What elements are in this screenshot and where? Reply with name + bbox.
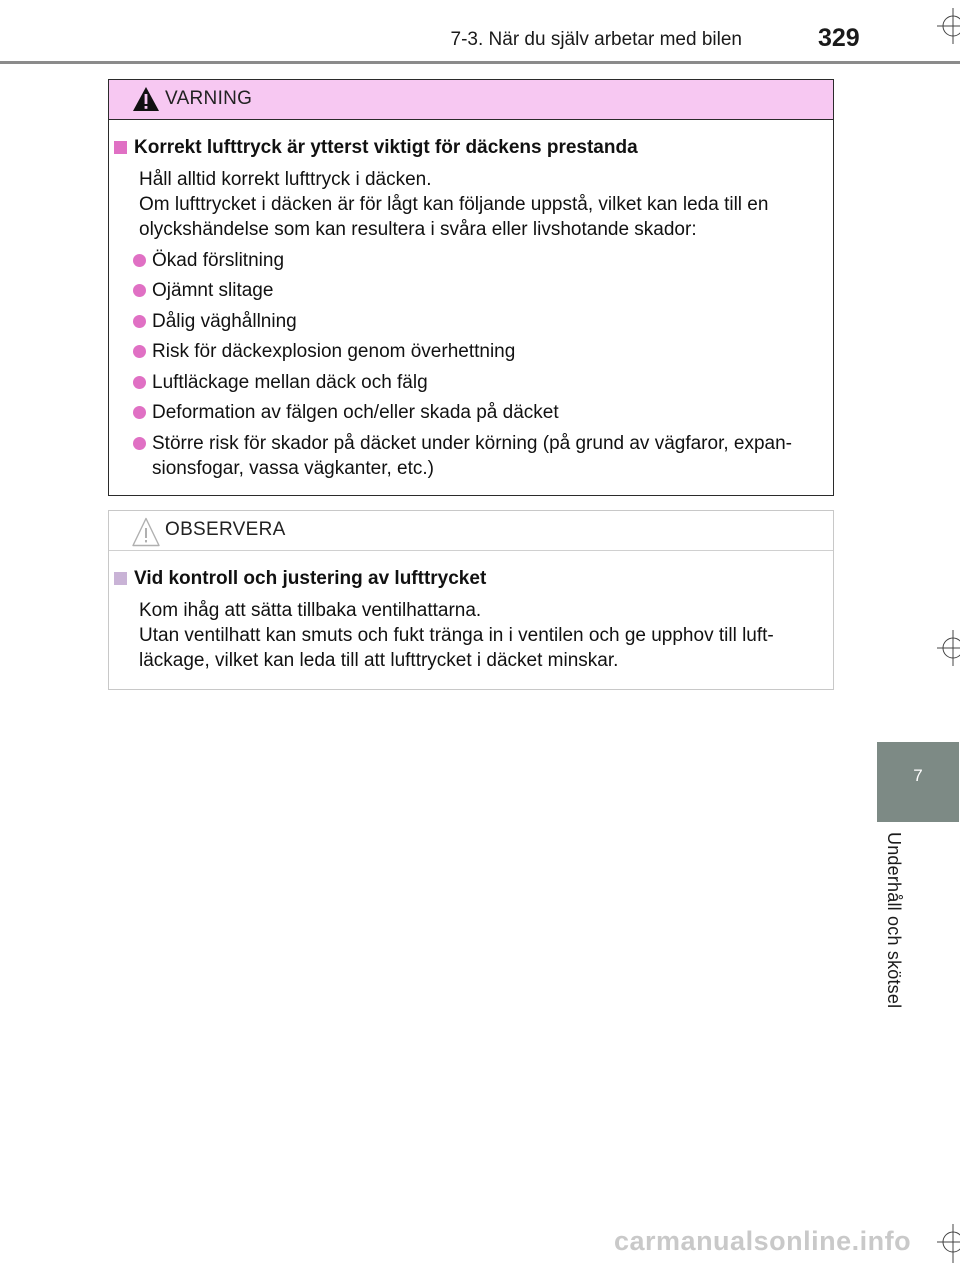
section-title: 7-3. När du själv arbetar med bilen (450, 29, 742, 50)
notice-box (108, 510, 834, 690)
notice-paragraphs (139, 598, 825, 673)
list-item-text: Dålig väghållning (152, 310, 297, 332)
notice-header (109, 511, 833, 551)
bullet-dot-icon (133, 406, 146, 419)
warning-paragraph: Håll alltid korrekt lufttryck i däcken. (139, 169, 432, 190)
square-bullet-icon (114, 572, 127, 585)
chapter-tab (877, 742, 959, 822)
bullet-dot-icon (133, 254, 146, 267)
warning-label: VARNING (165, 88, 253, 109)
warning-heading (114, 136, 825, 160)
list-item-text: Ökad förslitning (152, 249, 285, 271)
list-item-text: Större risk för skador på däcket under körning (på grund av vägfaror, expan-sionsfogar, vassa vägkanter, etc.) (152, 432, 793, 479)
warning-bullet-list (133, 248, 825, 481)
list-item-text: Ojämnt slitage (152, 280, 274, 301)
list-item (133, 309, 825, 334)
page-number: 329 (818, 24, 860, 52)
square-bullet-icon (114, 141, 127, 154)
list-item (133, 339, 825, 364)
warning-paragraphs (139, 167, 825, 242)
notice-label: OBSERVERA (165, 519, 286, 540)
list-item (133, 400, 825, 425)
header-rule (0, 61, 960, 64)
list-item-text: Luftläckage mellan däck och fälg (152, 371, 428, 393)
warning-heading-text: Korrekt lufttryck är ytterst viktigt för däckens prestanda (134, 137, 638, 158)
notice-heading (114, 567, 825, 591)
warning-box (108, 79, 834, 496)
registration-mark-icon (935, 4, 960, 44)
bullet-dot-icon (133, 376, 146, 389)
notice-paragraph: Utan ventilhatt kan smuts och fukt tränga in i ventilen och ge upphov till luft-läckage, vilket kan leda till att lufttrycket i däcket minskar. (139, 625, 774, 671)
bullet-dot-icon (133, 437, 146, 450)
registration-mark-icon (935, 628, 960, 668)
list-item (133, 248, 825, 273)
bullet-dot-icon (133, 284, 146, 297)
warning-triangle-icon (132, 86, 160, 112)
list-item (133, 431, 825, 481)
list-item-text: Risk för däckexplosion genom överhettning (152, 341, 516, 362)
watermark: carmanualsonline.info (614, 1226, 912, 1256)
list-item (133, 278, 825, 303)
caution-triangle-icon (132, 517, 160, 547)
warning-body (109, 120, 833, 481)
bullet-dot-icon (133, 315, 146, 328)
list-item (133, 370, 825, 395)
registration-mark-icon (935, 1222, 960, 1263)
notice-body (109, 551, 833, 673)
list-item-text: Deformation av fälgen och/eller skada på däcket (152, 402, 559, 423)
chapter-number: 7 (913, 766, 923, 785)
warning-header (109, 80, 833, 120)
notice-heading-text: Vid kontroll och justering av lufttrycket (134, 568, 487, 589)
notice-paragraph: Kom ihåg att sätta tillbaka ventilhattarna. (139, 600, 482, 621)
chapter-title: Underhåll och skötsel (884, 832, 904, 1009)
warning-paragraph: Om lufttrycket i däcken är för lågt kan följande uppstå, vilket kan leda till en olyckshändelse som kan resultera i svåra eller livshotande skador: (139, 194, 769, 240)
bullet-dot-icon (133, 345, 146, 358)
